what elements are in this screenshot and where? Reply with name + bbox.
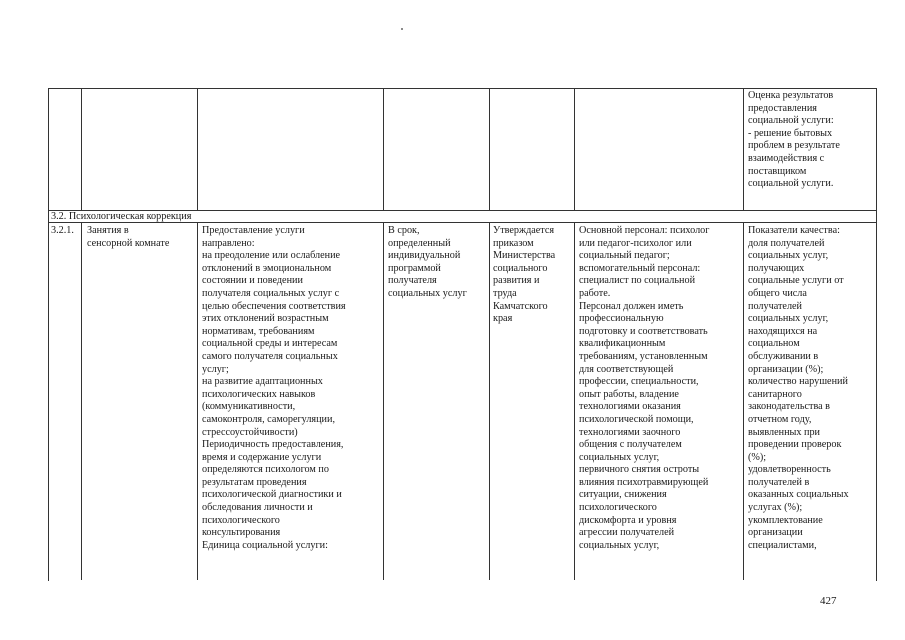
col-divider-4-top [489, 88, 490, 211]
page-number: 427 [820, 595, 837, 607]
col-divider-2-top [197, 88, 198, 211]
service-tariff: Утверждается приказом Министерства социального развития и труда Камчатского края [493, 225, 556, 325]
col-divider-3 [383, 222, 384, 580]
col-divider-6-top [743, 88, 744, 211]
col-divider-6 [743, 222, 744, 580]
col-divider-5 [574, 222, 575, 580]
col-divider-5-top [574, 88, 575, 211]
col-divider-2 [197, 222, 198, 580]
col-divider-1-top [81, 88, 82, 211]
section-heading: 3.2. Психологическая коррекция [51, 211, 192, 222]
quality-indicators: Показатели качества: доля получателей социальных услуг, получающих социальные услуги от общего числа получателей социальных услуг, находящихся на социальном обслуживании в организации (%); количество нарушений санитарного законодательства в отчетном году, выявленных при проведении проверок (%); удовлетворенность получателей в оказанных социальных услугах (%); укомплектование организации специалистами, [748, 225, 849, 551]
service-description: Предоставление услуги направлено: на преодоление или ослабление отклонений в эмоциональном состоянии и поведении получателя социальных услуг с целью обеспечения соответствия этих отклонений возрастным нормативам, требованиям социальной среды и интересам самого получателя социальных услуг; на развитие адаптационных психологических навыков (коммуникативности, самоконтроля, саморегуляции, стрессоустойчивости) Периодичность предоставления, время и содержание услуги определяются психологом по результатам проведения психологической диагностики и обследования личности и психологического консультирования Единица социальной услуги: [202, 225, 346, 551]
scan-speck [401, 28, 403, 30]
service-name: Занятия в сенсорной комнате [87, 225, 170, 249]
col-divider-3-top [383, 88, 384, 211]
service-conditions: Основной персонал: психолог или педагог-психолог или социальный педагог; вспомогательный персонал: специалист по социальной работе. Персонал должен иметь профессиональную подготовку и соответствовать квалификационным требованиям, установленным для соответствующей профессии, специальности, опыт работы, владение технологиями оказания психологической помощи, технологиями заочного общения с получателем социальных услуг, первичного снятия остроты влияния психотравмирующей ситуации, снижения психологического дискомфорта и уровня агрессии получателей социальных услуг, [579, 225, 710, 551]
col-divider-1 [81, 222, 82, 580]
row-number: 3.2.1. [51, 225, 74, 236]
evaluation-cell: Оценка результатов предоставления социальной услуги: - решение бытовых проблем в результате взаимодействия с поставщиком социальной услуги. [748, 90, 840, 190]
col-divider-4 [489, 222, 490, 580]
service-term: В срок, определенный индивидуальной программой получателя социальных услуг [388, 225, 467, 299]
